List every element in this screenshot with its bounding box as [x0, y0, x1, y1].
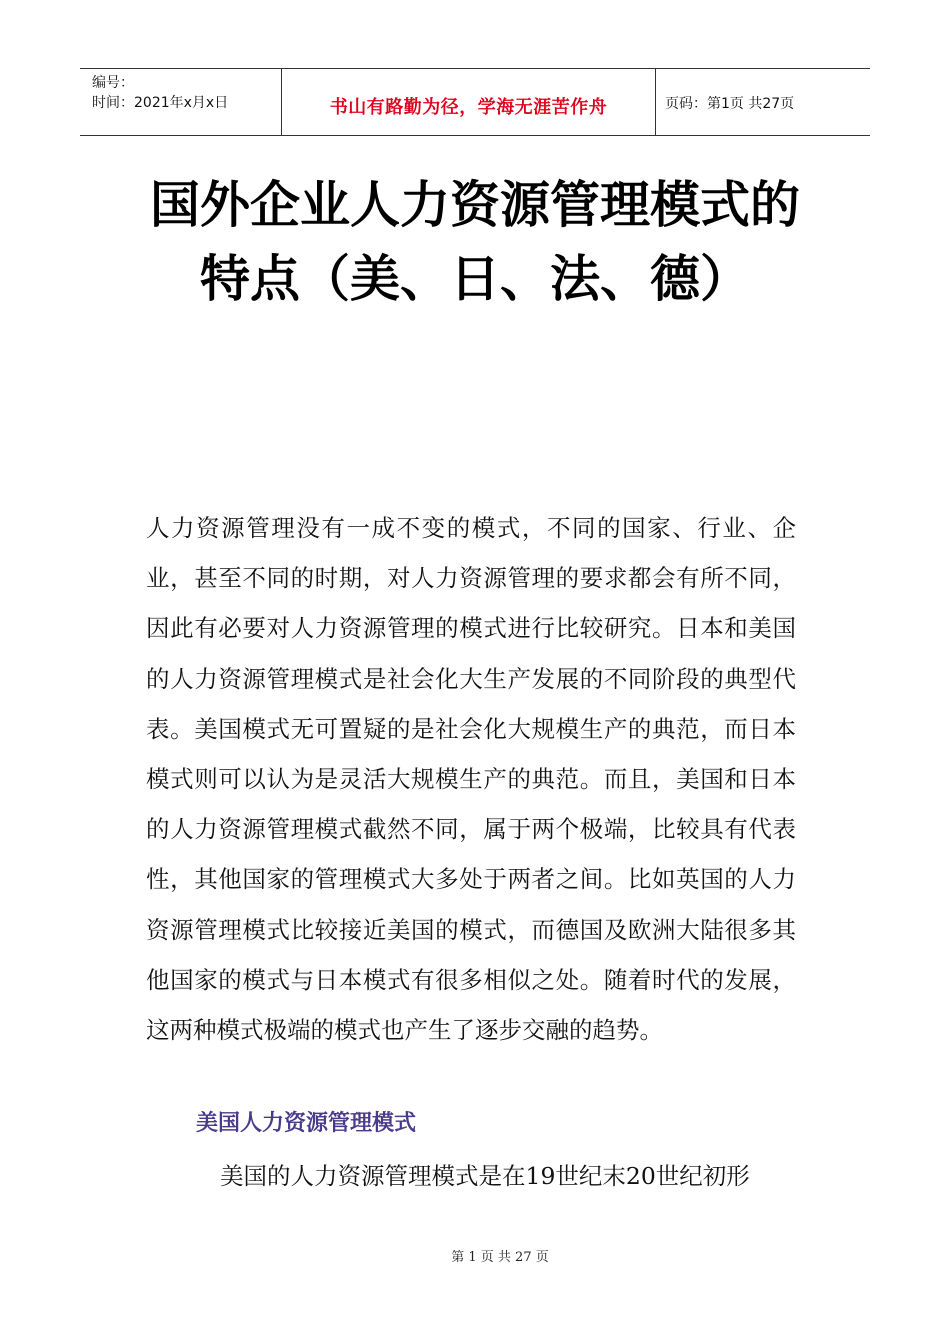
header-motto: 书山有路勤为径，学海无涯苦作舟: [329, 97, 608, 118]
date-line: 时间：2021年x月x日: [92, 95, 229, 111]
page-footer: 第 1 页 共 27 页: [451, 1250, 549, 1265]
document-header: [80, 68, 870, 136]
section-heading: 美国人力资源管理模式: [196, 1111, 417, 1136]
document-title: 国外企业人力资源管理模式的特点（美、日、法、德）: [150, 176, 800, 308]
header-page-info: 页码：第1页 共27页: [665, 96, 795, 112]
intro-paragraph: 人力资源管理没有一成不变的模式，不同的国家、行业、企业，甚至不同的时期，对人力资源管理的要求都会有所不同，因此有必要对人力资源管理的模式进行比较研究。日本和美国的人力资源管理模式是社会化大生产发展的不同阶段的典型代表。美国模式无可置疑的是社会化大规模生产的典范，而日本模式则可以认为是灵活大规模生产的典范。而且，美国和日本的人力资源管理模式截然不同，属于两个极端，比较具有代表性，其他国家的管理模式大多处于两者之间。比如英国的人力资源管理模式比较接近美国的模式，而德国及欧洲大陆很多其他国家的模式与日本模式有很多相似之处。随着时代的发展，这两种模式极端的模式也产生了逐步交融的趋势。: [146, 514, 796, 1045]
section-paragraph: 美国的人力资源管理模式是在19世纪末20世纪初形: [220, 1162, 750, 1190]
header-divider: [655, 69, 656, 135]
code-label: 编号：: [92, 75, 134, 91]
header-meta: [92, 73, 228, 113]
